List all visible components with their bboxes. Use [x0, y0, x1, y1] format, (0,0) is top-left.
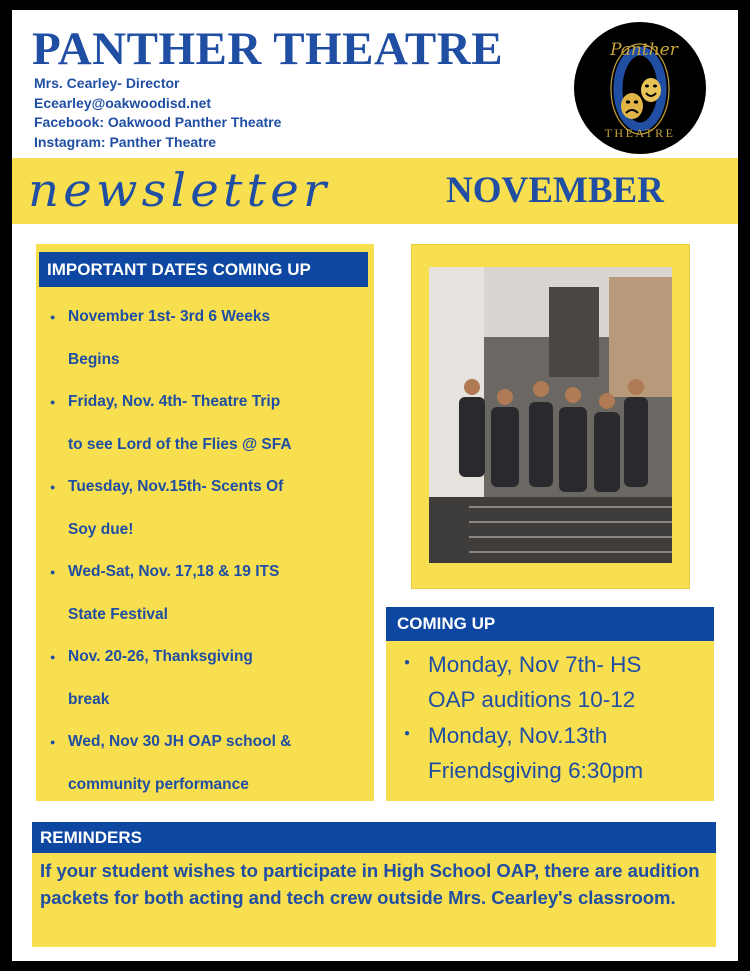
coming-up-heading: COMING UP [386, 607, 714, 641]
director-line: Mrs. Cearley- Director [34, 75, 180, 91]
group-photo-frame [411, 244, 690, 589]
contact-info [34, 74, 281, 152]
important-dates-list [50, 296, 368, 806]
list-item: ● Tuesday, Nov.15th- Scents Of Soy due! [50, 466, 368, 551]
important-dates-heading: IMPORTANT DATES COMING UP [39, 252, 368, 287]
newsletter-page [12, 10, 738, 961]
page-title: PANTHER THEATRE [32, 23, 504, 75]
reminders-text: If your student wishes to participate in High School OAP, there are audition packets for both acting and tech crew outside Mrs. Cearley's classroom. [32, 853, 716, 947]
panther-theatre-logo [574, 22, 706, 154]
list-item: ● Monday, Nov 7th- HS OAP auditions 10-12 [402, 647, 712, 717]
list-item: ● Monday, Nov.13th Friendsgiving 6:30pm [402, 718, 712, 788]
logo-top-text: Panther [610, 40, 678, 60]
list-item: ● Wed-Sat, Nov. 17,18 & 19 ITS State Festival [50, 551, 368, 636]
list-item: ● Wed, Nov 30 JH OAP school & community performance [50, 721, 368, 806]
instagram-line: Instagram: Panther Theatre [34, 133, 217, 150]
list-item: ● November 1st- 3rd 6 Weeks Begins [50, 296, 368, 381]
reminders-heading: REMINDERS [32, 822, 716, 853]
banner-month: NOVEMBER [446, 170, 664, 211]
facebook-line: Facebook: Oakwood Panther Theatre [34, 114, 282, 130]
email-link[interactable]: Ecearley@oakwoodisd.net [34, 94, 212, 111]
banner-script-word: newsletter [28, 163, 331, 217]
list-item: ● Nov. 20-26, Thanksgiving break [50, 636, 368, 721]
coming-up-panel [386, 607, 714, 801]
group-photo [429, 267, 672, 563]
important-dates-panel [36, 244, 374, 801]
list-item: ● Friday, Nov. 4th- Theatre Trip to see Lord of the Flies @ SFA [50, 381, 368, 466]
newsletter-banner [12, 158, 738, 224]
logo-bottom-text: THEATRE [604, 126, 676, 140]
coming-up-list [402, 647, 712, 789]
